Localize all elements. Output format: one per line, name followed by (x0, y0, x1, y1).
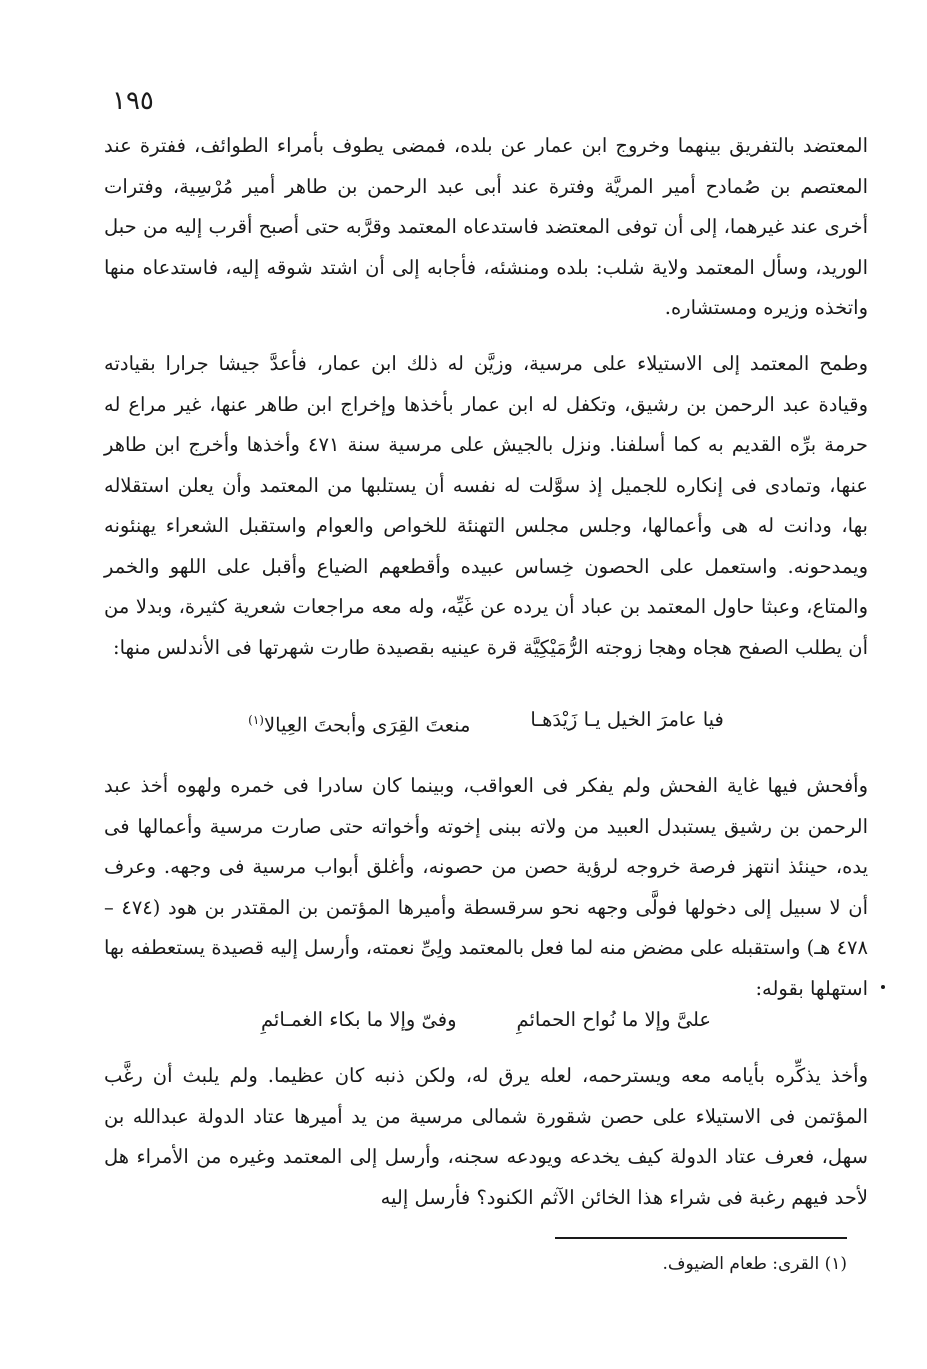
paragraph-2: وطمح المعتمد إلى الاستيلاء على مرسية، وزيَّن له ذلك ابن عمار، فأعدَّ جيشا جرارا بقيادته وقيادة عبد الرحمن بن رشيق، وتكفل له ابن عمار بأخذها وإخراج ابن طاهر عنها، غير مراع له حرمة برِّه القديم به كما أسلفنا. ونزل بالجيش على مرسية سنة ٤٧١ وأخذها وأخرج ابن طاهر عنها، وتمادى فى إنكاره للجميل إذ سوَّلت له نفسه أن يستلبها من المعتمد وأن يعلن استقلاله بها، ودانت له هى وأعمالها، وجلس مجلس التهنئة للخواص والعوام واستقبل الشعراء يهنئونه ويمدحونه. واستعمل على الحصون خِساس عبيده وأقطعهم الضياع وأقبل على اللهو والخمر والمتاع، وعبثا حاول المعتمد بن عباد أن يرده عن غَيِّه، وله معه مراجعات شعرية كثيرة، وبدلا من أن يطلب الصفح هجاه وهجا زوجته الرُّمَيْكِيَّة قرة عينيه بقصيدة طارت شهرتها فى الأندلس منها: (104, 352, 868, 659)
stray-dot (881, 985, 885, 989)
verse-2-first-hemistich: علىَّ وإلا ما نُواح الحمائمِ (516, 1008, 712, 1031)
footnote-rule (555, 1237, 847, 1239)
page-number: ١٩٥ (112, 86, 154, 116)
paragraph-4: وأخذ يذكِّره بأيامه معه ويسترحمه، لعله يرق له، ولكن ذنبه كان عظيما. ولم يلبث أن رغَّب المؤتمن فى الاستيلاء على حصن شقورة شمالى مرسية من يد أميرها عتاد الدولة عبدالله بن سهل، فعرف عتاد الدولة كيف يخدعه ويودعه سجنه، وأرسل إلى المعتمد وغيره من الأمراء هل لأحد فيهم رغبة فى شراء هذا الخائن الآثم الكنود؟ فأرسل إليه (104, 1064, 868, 1209)
footnote-marker: (١) (248, 713, 264, 727)
verse-1-second-hemistich: منعتَ القِرَى وأبحتَ العِيالا$^{(١)}$ (248, 713, 471, 737)
paragraph-3: وأفحش فيها غاية الفحش ولم يفكر فى العواقب، وبينما كان سادرا فى خمره ولهوه أخذ عبد الرحمن بن رشيق يستبدل العبيد من ولاته ببنى إخوته وأخواته حتى صارت مرسية وأعمالها فى يده، حينئذ انتهز فرصة خروجه لرؤية حصن من حصونه، وأغلق أبواب مرسية فى وجهه. وعرف أن لا سبيل إلى دخولها فولَّى وجهه نحو سرقسطة وأميرها المؤتمن بن المقتدر بن هود (٤٧٤ – ٤٧٨ هـ) واستقبله على مضض منه لما فعل بالمعتمد ولِىِّ نعمته، وأرسل إليه قصيدة يستعطفه بها استهلها بقوله: (104, 774, 868, 1000)
verse-1-first-hemistich: فيا عامرَ الخيل يـا زَيْدَهـا (530, 708, 724, 731)
verse-2 (104, 1000, 868, 1040)
verse-1 (104, 700, 868, 746)
paragraph-1: المعتضد بالتفريق بينهما وخروج ابن عمار عن بلده، فمضى يطوف بأمراء الطوائف، ففترة عند المعتصم بن صُمادح أمير المريَّة وفترة عند أبى عبد الرحمن بن طاهر أمير مُرْسِية، وفترات أخرى عند غيرهما، إلى أن توفى المعتضد فاستدعاه المعتمد وقرَّبه حتى أصبح أقرب إليه من حبل الوريد، وسأل المعتمد ولاية شلب: بلده ومنشئه، فأجابه إلى أن اشتد شوقه إليه، فاستدعاه منها واتخذه وزيره ومستشاره. (104, 134, 868, 319)
verse-2-second-hemistich: وفىّ وإلا ما بكاء الغمـائمِ (260, 1008, 457, 1031)
footnote: (١) القرى: طعام الضيوف. (662, 1254, 847, 1274)
